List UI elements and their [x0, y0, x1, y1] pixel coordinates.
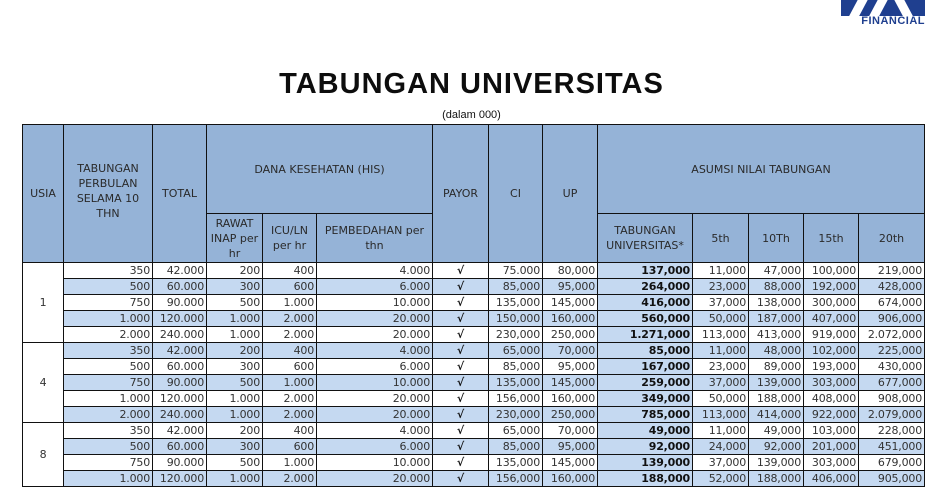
- cell-tabungan-perbulan: 750: [64, 295, 153, 311]
- cell-10th: 48,000: [749, 343, 804, 359]
- table-row: [23, 471, 925, 487]
- cell-up: 70,000: [543, 343, 598, 359]
- table-row: [23, 391, 925, 407]
- cell-pembedahan: 10.000: [317, 295, 433, 311]
- cell-15th: 100,000: [804, 263, 859, 279]
- cell-15th: 193,000: [804, 359, 859, 375]
- cell-icu-ln: 2.000: [263, 327, 317, 343]
- header-15th: 15th: [804, 214, 859, 263]
- cell-total: 60.000: [153, 439, 207, 455]
- cell-ci: 156,000: [489, 391, 543, 407]
- cell-icu-ln: 600: [263, 279, 317, 295]
- cell-payor-check: √: [433, 311, 489, 327]
- cell-icu-ln: 2.000: [263, 311, 317, 327]
- cell-pembedahan: 20.000: [317, 327, 433, 343]
- table-row: [23, 343, 925, 359]
- cell-15th: 201,000: [804, 439, 859, 455]
- cell-15th: 407,000: [804, 311, 859, 327]
- cell-up: 250,000: [543, 407, 598, 423]
- cell-10th: 49,000: [749, 423, 804, 439]
- table-row: [23, 407, 925, 423]
- cell-rawat-inap: 300: [207, 279, 263, 295]
- cell-payor-check: √: [433, 343, 489, 359]
- cell-tabungan-perbulan: 500: [64, 359, 153, 375]
- cell-up: 70,000: [543, 423, 598, 439]
- logo-mark-icon: [841, 0, 925, 16]
- cell-tabungan-universitas: 264,000: [598, 279, 693, 295]
- header-tabungan-universitas: TABUNGAN UNIVERSITAS*: [598, 214, 693, 263]
- cell-icu-ln: 2.000: [263, 391, 317, 407]
- cell-20th: 908,000: [859, 391, 925, 407]
- header-payor: PAYOR: [433, 125, 489, 263]
- cell-total: 42.000: [153, 343, 207, 359]
- cell-20th: 677,000: [859, 375, 925, 391]
- cell-15th: 300,000: [804, 295, 859, 311]
- cell-icu-ln: 600: [263, 359, 317, 375]
- cell-20th: 679,000: [859, 455, 925, 471]
- cell-icu-ln: 1.000: [263, 375, 317, 391]
- cell-pembedahan: 10.000: [317, 455, 433, 471]
- cell-5th: 24,000: [693, 439, 749, 455]
- cell-tabungan-perbulan: 350: [64, 423, 153, 439]
- cell-total: 42.000: [153, 263, 207, 279]
- cell-10th: 139,000: [749, 455, 804, 471]
- cell-total: 90.000: [153, 375, 207, 391]
- table-row: [23, 295, 925, 311]
- cell-20th: 219,000: [859, 263, 925, 279]
- cell-pembedahan: 10.000: [317, 375, 433, 391]
- cell-5th: 11,000: [693, 263, 749, 279]
- cell-tabungan-universitas: 85,000: [598, 343, 693, 359]
- cell-tabungan-perbulan: 1.000: [64, 471, 153, 487]
- cell-tabungan-universitas: 188,000: [598, 471, 693, 487]
- cell-15th: 102,000: [804, 343, 859, 359]
- header-icu-ln: ICU/LN per hr: [263, 214, 317, 263]
- cell-tabungan-universitas: 137,000: [598, 263, 693, 279]
- cell-pembedahan: 20.000: [317, 311, 433, 327]
- cell-ci: 65,000: [489, 423, 543, 439]
- cell-icu-ln: 2.000: [263, 471, 317, 487]
- cell-10th: 414,000: [749, 407, 804, 423]
- cell-5th: 37,000: [693, 455, 749, 471]
- cell-ci: 135,000: [489, 375, 543, 391]
- cell-payor-check: √: [433, 359, 489, 375]
- cell-ci: 85,000: [489, 359, 543, 375]
- cell-total: 120.000: [153, 391, 207, 407]
- cell-pembedahan: 20.000: [317, 471, 433, 487]
- header-pembedahan: PEMBEDAHAN per thn: [317, 214, 433, 263]
- cell-up: 160,000: [543, 471, 598, 487]
- cell-total: 42.000: [153, 423, 207, 439]
- cell-up: 95,000: [543, 439, 598, 455]
- table-header: [23, 125, 925, 263]
- cell-tabungan-universitas: 259,000: [598, 375, 693, 391]
- cell-total: 60.000: [153, 359, 207, 375]
- cell-icu-ln: 1.000: [263, 295, 317, 311]
- cell-up: 145,000: [543, 295, 598, 311]
- header-usia: USIA: [23, 125, 64, 263]
- cell-pembedahan: 20.000: [317, 391, 433, 407]
- cell-ci: 230,000: [489, 407, 543, 423]
- cell-5th: 50,000: [693, 311, 749, 327]
- cell-5th: 50,000: [693, 391, 749, 407]
- cell-total: 90.000: [153, 295, 207, 311]
- cell-rawat-inap: 200: [207, 343, 263, 359]
- cell-up: 160,000: [543, 311, 598, 327]
- table-row: [23, 359, 925, 375]
- axa-financial-logo: [839, 0, 925, 36]
- page-title: TABUNGAN UNIVERSITAS: [279, 68, 664, 100]
- cell-payor-check: √: [433, 263, 489, 279]
- cell-15th: 408,000: [804, 391, 859, 407]
- cell-total: 240.000: [153, 407, 207, 423]
- cell-tabungan-universitas: 1.271,000: [598, 327, 693, 343]
- cell-total: 120.000: [153, 471, 207, 487]
- cell-20th: 2.072,000: [859, 327, 925, 343]
- cell-payor-check: √: [433, 279, 489, 295]
- cell-20th: 228,000: [859, 423, 925, 439]
- logo-wordmark: FINANCIAL: [861, 15, 925, 27]
- cell-5th: 11,000: [693, 423, 749, 439]
- cell-up: 145,000: [543, 375, 598, 391]
- header-10th: 10Th: [749, 214, 804, 263]
- cell-10th: 47,000: [749, 263, 804, 279]
- cell-payor-check: √: [433, 423, 489, 439]
- cell-pembedahan: 4.000: [317, 423, 433, 439]
- cell-payor-check: √: [433, 471, 489, 487]
- header-rawat-inap: RAWAT INAP per hr: [207, 214, 263, 263]
- cell-20th: 428,000: [859, 279, 925, 295]
- cell-up: 95,000: [543, 359, 598, 375]
- cell-15th: 919,000: [804, 327, 859, 343]
- cell-10th: 139,000: [749, 375, 804, 391]
- cell-payor-check: √: [433, 407, 489, 423]
- cell-pembedahan: 6.000: [317, 439, 433, 455]
- cell-rawat-inap: 1.000: [207, 391, 263, 407]
- cell-rawat-inap: 1.000: [207, 407, 263, 423]
- cell-up: 80,000: [543, 263, 598, 279]
- cell-15th: 922,000: [804, 407, 859, 423]
- cell-pembedahan: 4.000: [317, 343, 433, 359]
- cell-tabungan-perbulan: 350: [64, 343, 153, 359]
- cell-rawat-inap: 500: [207, 455, 263, 471]
- cell-up: 250,000: [543, 327, 598, 343]
- header-tabungan-perbulan: TABUNGAN PERBULAN SELAMA 10 THN: [64, 125, 153, 263]
- cell-tabungan-universitas: 416,000: [598, 295, 693, 311]
- cell-total: 120.000: [153, 311, 207, 327]
- cell-20th: 905,000: [859, 471, 925, 487]
- cell-ci: 85,000: [489, 439, 543, 455]
- cell-10th: 413,000: [749, 327, 804, 343]
- cell-10th: 188,000: [749, 471, 804, 487]
- cell-tabungan-universitas: 49,000: [598, 423, 693, 439]
- cell-rawat-inap: 500: [207, 375, 263, 391]
- cell-rawat-inap: 300: [207, 359, 263, 375]
- cell-tabungan-perbulan: 2.000: [64, 327, 153, 343]
- cell-pembedahan: 4.000: [317, 263, 433, 279]
- cell-20th: 225,000: [859, 343, 925, 359]
- cell-usia: 4: [23, 343, 64, 423]
- cell-tabungan-perbulan: 750: [64, 455, 153, 471]
- table-row: [23, 311, 925, 327]
- cell-payor-check: √: [433, 439, 489, 455]
- cell-payor-check: √: [433, 375, 489, 391]
- cell-5th: 113,000: [693, 327, 749, 343]
- cell-rawat-inap: 300: [207, 439, 263, 455]
- cell-pembedahan: 6.000: [317, 359, 433, 375]
- cell-icu-ln: 400: [263, 423, 317, 439]
- cell-rawat-inap: 1.000: [207, 311, 263, 327]
- cell-ci: 135,000: [489, 295, 543, 311]
- cell-10th: 187,000: [749, 311, 804, 327]
- cell-payor-check: √: [433, 327, 489, 343]
- cell-up: 160,000: [543, 391, 598, 407]
- cell-tabungan-universitas: 785,000: [598, 407, 693, 423]
- cell-tabungan-universitas: 560,000: [598, 311, 693, 327]
- cell-icu-ln: 2.000: [263, 407, 317, 423]
- cell-ci: 65,000: [489, 343, 543, 359]
- cell-tabungan-universitas: 139,000: [598, 455, 693, 471]
- cell-up: 95,000: [543, 279, 598, 295]
- cell-tabungan-perbulan: 350: [64, 263, 153, 279]
- header-20th: 20th: [859, 214, 925, 263]
- cell-10th: 92,000: [749, 439, 804, 455]
- header-dana-kesehatan: DANA KESEHATAN (HIS): [207, 125, 433, 214]
- cell-5th: 52,000: [693, 471, 749, 487]
- table-row: [23, 279, 925, 295]
- cell-5th: 23,000: [693, 359, 749, 375]
- table-body: [23, 263, 925, 487]
- table-row: [23, 423, 925, 439]
- cell-ci: 156,000: [489, 471, 543, 487]
- cell-rawat-inap: 1.000: [207, 327, 263, 343]
- cell-tabungan-universitas: 167,000: [598, 359, 693, 375]
- cell-icu-ln: 400: [263, 263, 317, 279]
- table-row: [23, 263, 925, 279]
- cell-usia: 1: [23, 263, 64, 343]
- cell-payor-check: √: [433, 391, 489, 407]
- cell-20th: 674,000: [859, 295, 925, 311]
- cell-rawat-inap: 200: [207, 263, 263, 279]
- table-row: [23, 327, 925, 343]
- header-5th: 5th: [693, 214, 749, 263]
- cell-5th: 23,000: [693, 279, 749, 295]
- cell-5th: 11,000: [693, 343, 749, 359]
- cell-15th: 192,000: [804, 279, 859, 295]
- cell-15th: 303,000: [804, 455, 859, 471]
- cell-20th: 451,000: [859, 439, 925, 455]
- cell-5th: 37,000: [693, 295, 749, 311]
- cell-up: 145,000: [543, 455, 598, 471]
- header-asumsi-nilai-tabungan: ASUMSI NILAI TABUNGAN: [598, 125, 925, 214]
- cell-tabungan-universitas: 349,000: [598, 391, 693, 407]
- table-row: [23, 375, 925, 391]
- cell-ci: 85,000: [489, 279, 543, 295]
- header-ci: CI: [489, 125, 543, 263]
- savings-table: [22, 124, 925, 487]
- cell-payor-check: √: [433, 455, 489, 471]
- cell-icu-ln: 400: [263, 343, 317, 359]
- cell-icu-ln: 600: [263, 439, 317, 455]
- cell-total: 60.000: [153, 279, 207, 295]
- cell-rawat-inap: 200: [207, 423, 263, 439]
- cell-pembedahan: 6.000: [317, 279, 433, 295]
- table-row: [23, 455, 925, 471]
- cell-tabungan-perbulan: 500: [64, 439, 153, 455]
- table-row: [23, 439, 925, 455]
- cell-tabungan-perbulan: 500: [64, 279, 153, 295]
- header-total: TOTAL: [153, 125, 207, 263]
- cell-icu-ln: 1.000: [263, 455, 317, 471]
- cell-rawat-inap: 1.000: [207, 471, 263, 487]
- cell-20th: 906,000: [859, 311, 925, 327]
- cell-total: 90.000: [153, 455, 207, 471]
- cell-15th: 406,000: [804, 471, 859, 487]
- cell-tabungan-universitas: 92,000: [598, 439, 693, 455]
- cell-ci: 150,000: [489, 311, 543, 327]
- cell-10th: 188,000: [749, 391, 804, 407]
- cell-tabungan-perbulan: 1.000: [64, 311, 153, 327]
- cell-15th: 303,000: [804, 375, 859, 391]
- cell-ci: 230,000: [489, 327, 543, 343]
- cell-5th: 37,000: [693, 375, 749, 391]
- cell-rawat-inap: 500: [207, 295, 263, 311]
- cell-payor-check: √: [433, 295, 489, 311]
- header-up: UP: [543, 125, 598, 263]
- cell-tabungan-perbulan: 750: [64, 375, 153, 391]
- cell-tabungan-perbulan: 1.000: [64, 391, 153, 407]
- cell-ci: 135,000: [489, 455, 543, 471]
- cell-20th: 430,000: [859, 359, 925, 375]
- cell-total: 240.000: [153, 327, 207, 343]
- cell-usia: 8: [23, 423, 64, 487]
- cell-ci: 75.000: [489, 263, 543, 279]
- cell-5th: 113,000: [693, 407, 749, 423]
- cell-15th: 103,000: [804, 423, 859, 439]
- cell-10th: 138,000: [749, 295, 804, 311]
- cell-20th: 2.079,000: [859, 407, 925, 423]
- cell-10th: 89,000: [749, 359, 804, 375]
- cell-10th: 88,000: [749, 279, 804, 295]
- page-subtitle: (dalam 000): [442, 109, 501, 121]
- cell-pembedahan: 20.000: [317, 407, 433, 423]
- cell-tabungan-perbulan: 2.000: [64, 407, 153, 423]
